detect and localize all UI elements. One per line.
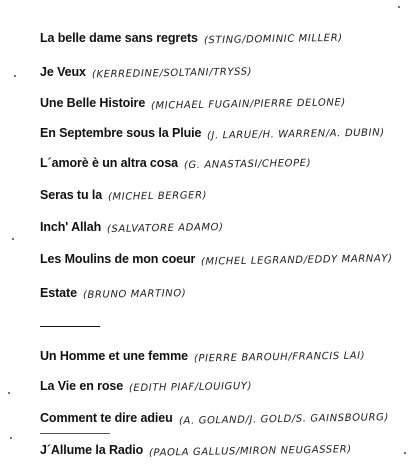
section-divider: [40, 326, 100, 327]
scan-speck: [14, 75, 16, 77]
song-row: [40, 29, 411, 47]
song-row: [40, 186, 411, 204]
scan-speck: [12, 238, 14, 240]
song-title: Les Moulins de mon coeur: [40, 252, 196, 266]
song-credit: (STING/DOMINIC MILLER): [203, 32, 343, 47]
song-title: Estate: [40, 286, 77, 300]
song-row: [40, 347, 411, 365]
song-credit: (A. GOLAND/J. GOLD/S. GAINSBOURG): [178, 412, 389, 427]
song-title: Seras tu la: [40, 188, 103, 202]
song-row: [40, 94, 411, 112]
scribble-line: [40, 433, 110, 434]
song-title: J´Allume la Radio: [40, 443, 144, 457]
song-row: [40, 377, 411, 395]
song-row: [40, 218, 411, 236]
song-row: [40, 250, 411, 268]
scan-speck: [404, 452, 406, 454]
song-credit: (G. ANASTASI/CHEOPE): [183, 157, 312, 172]
song-credit: (BRUNO MARTINO): [82, 288, 187, 301]
song-row: [40, 63, 411, 81]
song-row: [40, 124, 411, 142]
song-credit: (EDITH PIAF/LOUIGUY): [129, 380, 253, 395]
song-row: [40, 284, 411, 302]
song-title: La belle dame sans regrets: [40, 31, 198, 45]
scan-speck: [8, 392, 10, 394]
song-title: Inch' Allah: [40, 220, 102, 234]
song-title: En Septembre sous la Pluie: [40, 126, 202, 140]
song-title: La Vie en rose: [40, 379, 124, 393]
song-title: Comment te dire adieu: [40, 411, 173, 425]
song-title: Un Homme et une femme: [40, 349, 188, 363]
song-credit: (MICHEL BERGER): [108, 190, 208, 203]
song-title: Une Belle Histoire: [40, 96, 146, 110]
song-row: [40, 441, 411, 459]
song-credit: (MICHAEL FUGAIN/PIERRE DELONE): [151, 97, 347, 112]
scan-speck: [398, 6, 400, 8]
song-credit: (J. LARUE/H. WARREN/A. DUBIN): [207, 127, 386, 142]
scan-speck: [10, 437, 12, 439]
song-credit: (MICHEL LEGRAND/EDDY MARNAY): [201, 253, 393, 268]
song-credit: (PAOLA GALLUS/MIRON NEUGASSER): [149, 444, 353, 459]
song-credit: (SALVATORE ADAMO): [107, 221, 224, 236]
song-row: [40, 154, 411, 172]
song-title: L´amorè è un altra cosa: [40, 156, 179, 170]
song-row: [40, 409, 411, 427]
song-title: Je Veux: [40, 65, 86, 79]
song-credit: (PIERRE BAROUH/FRANCIS LAI): [193, 350, 366, 365]
song-credit: (KERREDINE/SOLTANI/TRYSS): [91, 66, 253, 81]
